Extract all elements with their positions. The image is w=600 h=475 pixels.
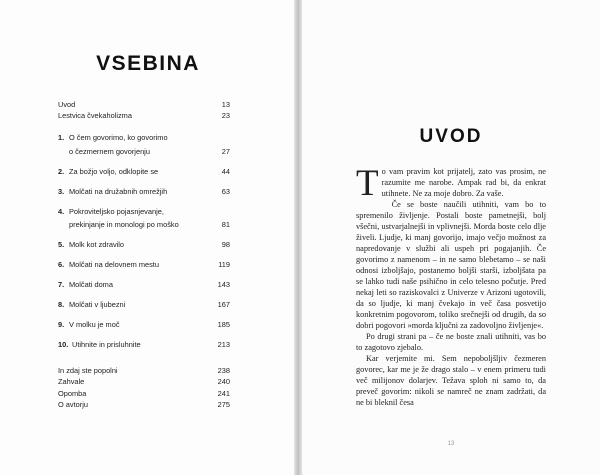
paragraph: Če se boste naučili utihniti, vam bo to spremenilo življenje. Postali boste pametnejši, bolj všečni, ustvarjalnejši in vplivnejši. Morda boste celo dlje živeli. Ljudje, ki manj govorijo, imajo večjo možnost za napredovanje v službi ali uspeh pri pogajanjih. Če govorimo z namenom – in ne samo blebetamo – se naši odnosi izboljšajo, postanemo boljši starši, izboljšata pa se lahko tudi naše psihično in celo telesno počutje. Pred nekaj leti so raziskovalci z Univerze v Arizoni ugotovili, da so ljudje, ki manj čvekajo in več časa posvetijo konkretnim pogovorom, toliko srečnejši od drugih, da so dobri pogovori »morda ključni za zadovoljno življenje«. bbox=[356, 200, 546, 330]
toc-chapter bbox=[58, 167, 230, 178]
table-of-contents bbox=[58, 100, 230, 411]
first-paragraph-text: o vam pravim kot prijatelj, zato vas prosim, ne razumite me narobe. Ampak rad bi, da enkrat utihnete. Ne za moje dobro. Za vaše. bbox=[381, 167, 546, 198]
toc-chapter-title bbox=[69, 133, 168, 157]
toc-chapter bbox=[58, 240, 230, 251]
toc-entry bbox=[58, 111, 230, 122]
toc-entry bbox=[58, 399, 230, 411]
toc-chapter-number: 9. bbox=[58, 320, 65, 329]
toc-entry bbox=[58, 376, 230, 388]
toc-chapter-page: 185 bbox=[217, 320, 230, 329]
toc-chapter-line: Za božjo voljo, odklopite se bbox=[69, 166, 159, 176]
toc-chapter-label bbox=[58, 280, 200, 291]
first-paragraph bbox=[356, 163, 546, 204]
toc-chapter bbox=[58, 133, 230, 157]
toc-chapter-title bbox=[69, 300, 125, 311]
toc-chapter-title bbox=[69, 260, 159, 271]
toc-chapter-line: O čem govorimo, ko govorimo bbox=[69, 133, 168, 142]
toc-chapter-number: 7. bbox=[58, 280, 65, 289]
toc-chapter-label bbox=[58, 207, 200, 231]
toc-chapter bbox=[58, 207, 230, 231]
toc-chapter-label bbox=[58, 340, 200, 351]
toc-chapter-line: prekinjanje in monologi po moško bbox=[69, 220, 179, 229]
toc-chapter-title bbox=[69, 280, 113, 291]
toc-entry-page: 23 bbox=[221, 110, 230, 120]
toc-chapter-page: 27 bbox=[221, 146, 230, 156]
page-number: 13 bbox=[447, 441, 455, 447]
toc-entry-page: 275 bbox=[217, 400, 230, 409]
toc-chapter-title bbox=[69, 167, 158, 178]
toc-entry-page: 13 bbox=[221, 100, 230, 109]
toc-chapter-label bbox=[58, 260, 200, 271]
toc-chapter-page: 98 bbox=[221, 240, 230, 249]
toc-chapter-page: 81 bbox=[221, 220, 230, 229]
drop-cap: T bbox=[356, 163, 379, 204]
toc-chapter-label bbox=[58, 187, 200, 198]
toc-chapter-line: Molk kot zdravilo bbox=[69, 240, 125, 249]
left-page bbox=[0, 0, 296, 475]
toc-chapter-label bbox=[58, 133, 200, 157]
toc-chapter-line: Molčati v ljubezni bbox=[69, 300, 126, 309]
toc-entry bbox=[58, 100, 230, 111]
toc-chapter-page: 44 bbox=[221, 166, 230, 176]
toc-chapter-number: 8. bbox=[58, 300, 65, 309]
toc-chapter-title bbox=[69, 187, 167, 198]
toc-chapter-number: 10. bbox=[58, 340, 69, 349]
toc-chapter bbox=[58, 260, 230, 271]
toc-chapter-page: 143 bbox=[217, 280, 230, 289]
toc-entry-label: Lestvica čvekaholizma bbox=[58, 110, 132, 120]
toc-chapter-page: 119 bbox=[218, 260, 230, 269]
toc-chapter bbox=[58, 300, 230, 311]
toc-entry-label: Zahvale bbox=[58, 377, 85, 386]
toc-chapter-label bbox=[58, 300, 200, 311]
toc-chapter-line: V molku je moč bbox=[69, 320, 120, 329]
toc-entry bbox=[58, 365, 230, 377]
toc-chapter-number: 4. bbox=[58, 206, 65, 216]
toc-chapter-number: 1. bbox=[58, 133, 65, 142]
toc-chapter-number: 5. bbox=[58, 240, 65, 249]
paragraph: Kar verjemite mi. Sem nepoboljšljiv čezmeren govorec, kar me je že drago stalo – v enem primeru tudi več milijonov dolarjev. Težava sploh ni samo to, da preveč govorim: nikoli se namreč ne znam zadržati, da ne bi bleknil česa bbox=[356, 354, 546, 407]
toc-chapter-number: 6. bbox=[58, 260, 65, 269]
toc-chapter-line: Utihnite in prisluhnite bbox=[72, 340, 141, 349]
toc-chapter-title bbox=[69, 320, 120, 331]
right-page bbox=[302, 0, 600, 475]
toc-chapter bbox=[58, 187, 230, 198]
toc-entry-label: In zdaj ste popolni bbox=[58, 365, 118, 375]
toc-chapter-page: 213 bbox=[217, 340, 230, 349]
toc-entry-label: O avtorju bbox=[58, 400, 88, 409]
toc-title: VSEBINA bbox=[96, 52, 200, 75]
toc-entry-page: 241 bbox=[217, 388, 230, 398]
chapter-body bbox=[356, 163, 546, 408]
toc-chapter bbox=[58, 340, 230, 351]
toc-chapter-label bbox=[58, 320, 200, 331]
toc-chapter-page: 167 bbox=[217, 300, 230, 309]
toc-chapter-line: o čezmernem govorjenju bbox=[69, 146, 150, 156]
toc-entry-label: Uvod bbox=[58, 100, 76, 109]
toc-chapter bbox=[58, 280, 230, 291]
toc-entry-label: Opomba bbox=[58, 388, 87, 398]
toc-entry-page: 240 bbox=[217, 377, 230, 386]
toc-chapter-line: Molčati doma bbox=[69, 280, 113, 289]
toc-chapter-number: 3. bbox=[58, 186, 65, 196]
toc-entry bbox=[58, 388, 230, 400]
toc-chapter bbox=[58, 320, 230, 331]
toc-chapter-line: Pokroviteljsko pojasnjevanje, bbox=[69, 206, 164, 216]
toc-chapter-line: Molčati na družabnih omrežjih bbox=[69, 186, 168, 196]
toc-entry-page: 238 bbox=[217, 365, 230, 375]
toc-chapter-title bbox=[69, 240, 124, 251]
toc-chapter-label bbox=[58, 240, 200, 251]
paragraph: Po drugi strani pa – če ne boste znali utihniti, vas bo to zagotovo zjebalo. bbox=[356, 332, 546, 352]
toc-chapter-page: 63 bbox=[221, 186, 230, 196]
toc-chapter-label bbox=[58, 167, 200, 178]
toc-chapter-number: 2. bbox=[58, 166, 65, 176]
toc-chapter-title bbox=[72, 340, 141, 351]
toc-chapter-title bbox=[69, 207, 179, 231]
toc-chapter-line: Molčati na delovnem mestu bbox=[69, 260, 159, 269]
chapter-title: UVOD bbox=[419, 126, 483, 147]
